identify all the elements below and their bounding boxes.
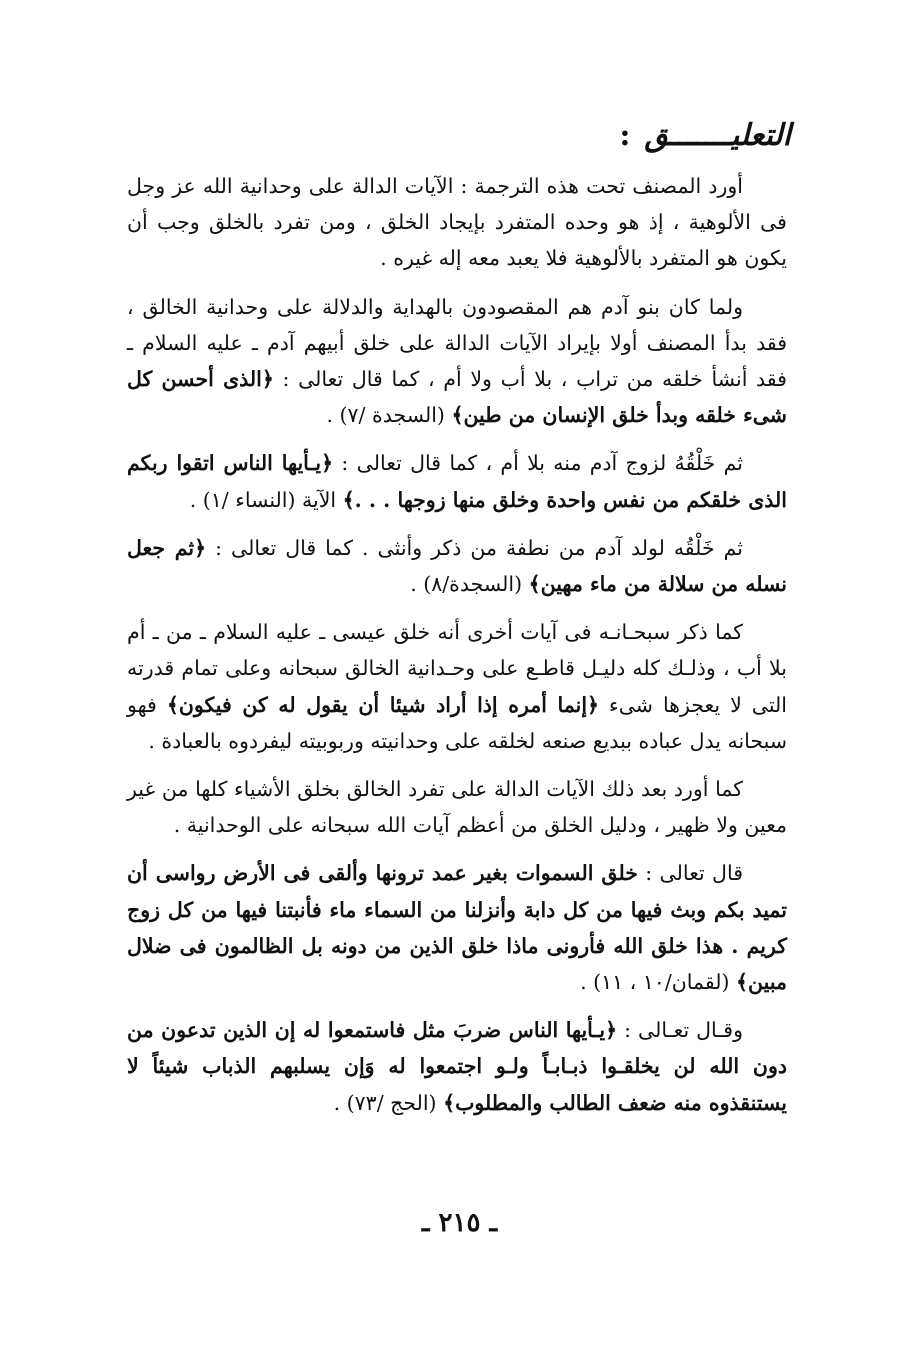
quran-quote: ﴿ثم جعل نسله من سلالة من ماء مهين﴾: [127, 535, 787, 597]
paragraph-text: ولما كان بنو آدم هم المقصودون بالهداية والدلالة على وحدانية الخالق ، فقد بدأ المصنف أولا بإيراد الآيات الدالة على خلق أبيهم آدم ـ عليه السلام ـ فقد أنشأ خلقه من تراب ، بلا أب ولا أم ، كما قال تعالى :: [127, 294, 787, 392]
paragraph-text: كما أورد بعد ذلك الآيات الدالة على تفرد الخالق بخلق الأشياء كلها من غير معين ولا ظهير ، ودليل الخلق من أعظم آيات الله سبحانه على الوحدانية .: [127, 777, 787, 838]
page-number: ـ ٢١٥ ـ: [421, 1208, 498, 1238]
paragraph-text: أورد المصنف تحت هذه الترجمة : الآيات الدالة على وحدانية الله عز وجل فى الألوهية ، إذ هو وحده المتفرد بإيجاد الخلق ، ومن تفرد بالخلق وجب أن يكون هو المتفرد بالألوهية فلا يعبد معه إله غيره .: [127, 174, 787, 271]
paragraph: [127, 445, 787, 517]
heading-colon: :: [619, 118, 631, 153]
quran-quote: ﴿إنما أمره إذا أراد شيئا أن يقول له كن فيكون﴾: [166, 692, 600, 717]
paragraph-text: وقـال تعـالى :: [617, 1018, 743, 1043]
quran-quote: خلق السموات بغير عمد ترونها وألقى فى الأرض رواسى أن تميد بكم وبث فيها من كل دابة وأنزلنا من السماء ماء فأنبتنا فيها من كل زوج كريم . هذا خلق الله فأرونى ماذا خلق الذين من دونه بل الظالمون فى ضلال مبين﴾: [127, 861, 787, 995]
paragraph-text: فهو سبحانه يدل عباده ببديع صنعه لخلقه على وحدانيته وربوبيته ليفردوه بالعبادة .: [127, 692, 787, 753]
paragraph-text: ثم خَلْقُه لولد آدم من نطفة من ذكر وأنثى . كما قال تعالى :: [206, 535, 744, 560]
paragraph: [127, 1012, 787, 1121]
paragraph: [127, 530, 787, 602]
paragraph: [127, 855, 787, 1000]
paragraph-text: (الحج /٧٣) .: [333, 1090, 444, 1115]
commentary-body: [127, 168, 787, 1133]
paragraph: [127, 289, 787, 434]
paragraph-text: ثم خَلْقُهُ لزوج آدم منه بلا أم ، كما قال تعالى :: [333, 451, 743, 476]
paragraph: [127, 771, 787, 843]
paragraph: [127, 168, 787, 277]
paragraph-text: (لقمان/١٠ ، ١١) .: [580, 970, 737, 995]
section-heading: [619, 118, 791, 153]
quran-quote: ﴿يـأيها الناس اتقوا ربكم الذى خلقكم من نفس واحدة وخلق منها زوجها . . .﴾: [127, 451, 787, 512]
paragraph-text: (السجدة/٨) .: [410, 572, 529, 597]
paragraph: [127, 614, 787, 759]
paragraph-text: كما ذكر سبحـانـه فى آيات أخرى أنه خلق عيسى ـ عليه السلام ـ من ـ أم بلا أب ، وذلـك كله دليـل قاطـع على وحـدانية الخالق سبحانه وعلى تمام قدرته التى لا يعجزها شىء: [127, 620, 787, 717]
paragraph-text: (السجدة /٧) .: [326, 403, 452, 428]
quran-quote: ﴿الذى أحسن كل شىء خلقه وبدأ خلق الإنسان من طين﴾: [127, 367, 787, 428]
paragraph-text: الآية (النساء /١) .: [189, 487, 343, 512]
heading-text: التعليـــــــق: [644, 118, 791, 153]
paragraph-text: قال تعالى :: [637, 861, 743, 886]
quran-quote: ﴿يـأيها الناس ضربَ مثل فاستمعوا له إن الذين تدعون من دون الله لن يخلقـوا ذبـابـاً ولـو اجتمعوا له وَإن يسلبهم الذباب شيئاً لا يستنقذوه منه ضعف الطالب والمطلوب﴾: [127, 1018, 787, 1115]
